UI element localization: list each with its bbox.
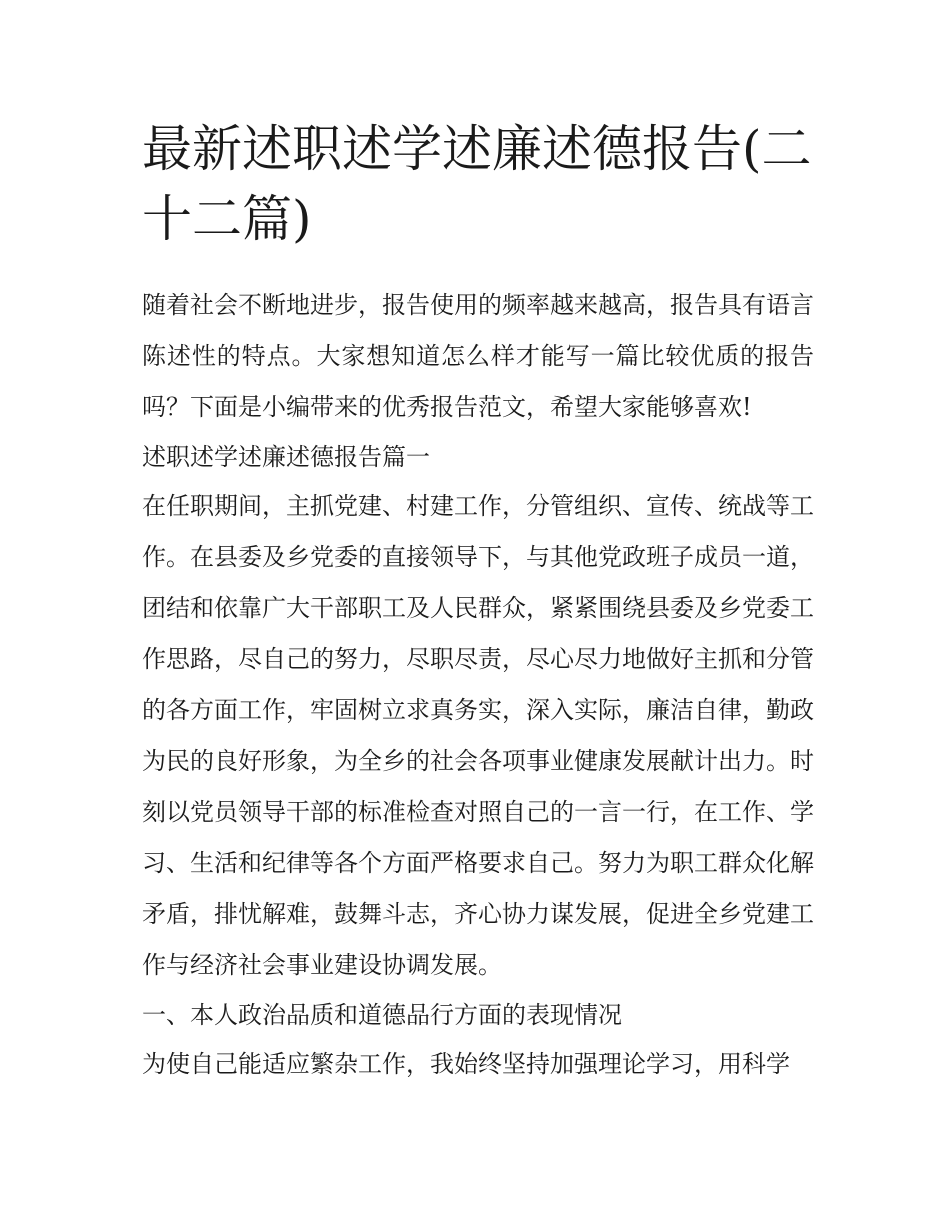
- subheading-1: 一、本人政治品质和道德品行方面的表现情况: [142, 1001, 622, 1029]
- body-paragraph-2: 为使自己能适应繁杂工作，我始终坚持加强理论学习，用科学: [142, 1050, 790, 1078]
- document-title: 最新述职述学述廉述德报告(二十二篇): [142, 120, 812, 248]
- section-title: 述职述学述廉述德报告篇一: [142, 443, 430, 471]
- document-body: [142, 280, 814, 1090]
- body-paragraph-1: 在任职期间，主抓党建、村建工作，分管组织、宣传、统战等工作。在县委及乡党委的直接领导下，与其他党政班子成员一道，团结和依靠广大干部职工及人民群众，紧紧围绕县委及乡党委工作思路，尽自己的努力，尽职尽责，尽心尽力地做好主抓和分管的各方面工作，牢固树立求真务实，深入实际，廉洁自律，勤政为民的良好形象，为全乡的社会各项事业健康发展献计出力。时刻以党员领导干部的标准检查对照自己的一言一行，在工作、学习、生活和纪律等各个方面严格要求自己。努力为职工群众化解矛盾，排忧解难，鼓舞斗志，齐心协力谋发展，促进全乡党建工作与经济社会事业建设协调发展。: [142, 492, 814, 979]
- intro-paragraph: 随着社会不断地进步，报告使用的频率越来越高，报告具有语言陈述性的特点。大家想知道怎么样才能写一篇比较优质的报告吗？下面是小编带来的优秀报告范文，希望大家能够喜欢!: [142, 291, 814, 421]
